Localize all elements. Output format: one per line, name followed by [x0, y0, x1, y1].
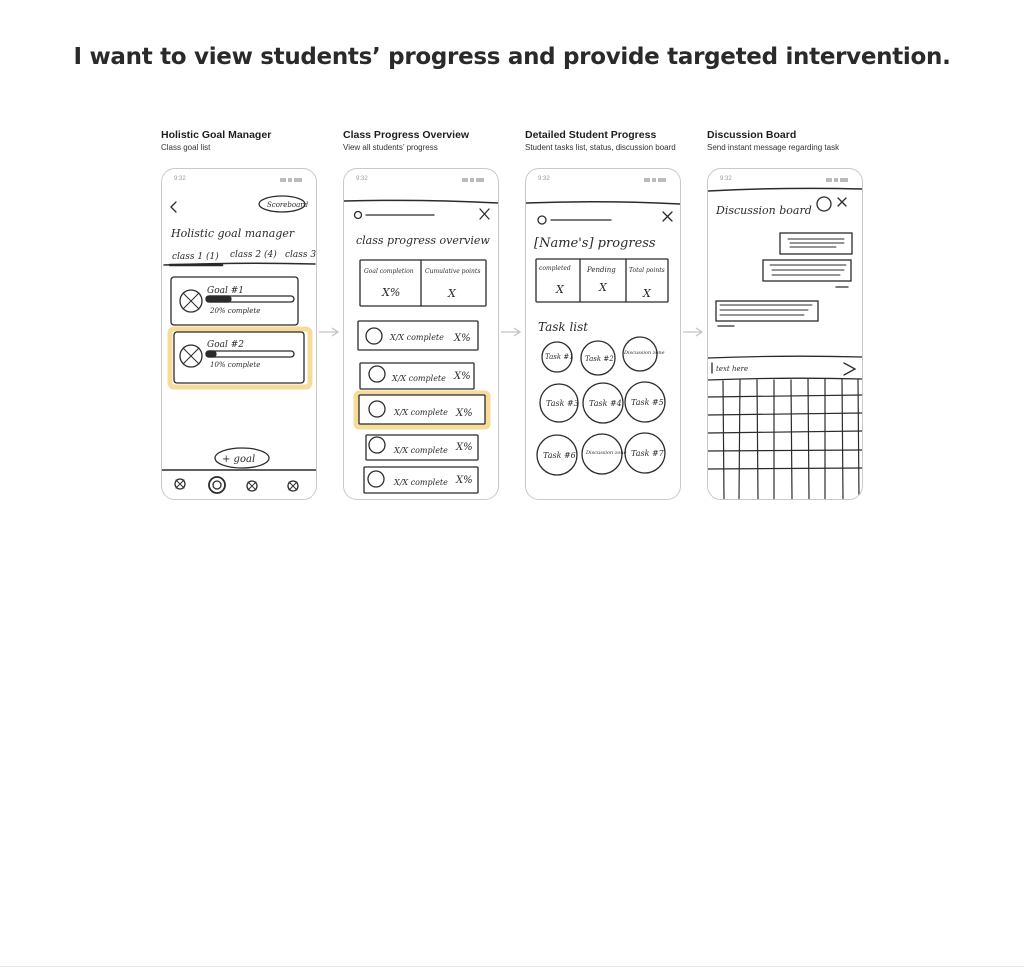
message-input[interactable]: text here	[716, 365, 749, 373]
page-bottom-divider	[0, 966, 1024, 967]
header-divider	[708, 188, 862, 191]
step-subtitle: Class goal list	[161, 143, 211, 152]
stats-box	[360, 260, 486, 306]
row-pct: X%	[456, 408, 473, 419]
task-label[interactable]: Discussion zone	[586, 450, 627, 456]
status-time: 9:32	[174, 176, 186, 182]
progress-bar	[206, 351, 294, 357]
phone-detailed-student-progress	[525, 168, 681, 500]
goal-status: 10% complete	[210, 361, 261, 369]
goal-status: 20% complete	[210, 307, 261, 315]
row-status[interactable]: X/X complete	[390, 333, 444, 342]
task-label[interactable]: Task #5	[631, 398, 664, 407]
stat-total-points-value: X	[643, 287, 651, 300]
step-detailed-student-progress	[525, 128, 707, 154]
step-subtitle: Student tasks list, status, discussion board	[525, 143, 676, 152]
nav-icon-2-active	[209, 477, 225, 493]
flow-arrow-icon	[500, 326, 522, 338]
task-label[interactable]: Task #1	[545, 353, 574, 361]
task-label[interactable]: Task #3	[546, 399, 579, 408]
scoreboard-label[interactable]: Scoreboard	[267, 201, 309, 209]
goal-card	[171, 277, 298, 325]
avatar-icon	[817, 197, 831, 211]
stat-cumulative-points-value: X	[448, 287, 456, 300]
step-subtitle: View all students’ progress	[343, 143, 438, 152]
step-discussion-board	[707, 128, 889, 154]
screen-title: Holistic goal manager	[171, 227, 295, 240]
send-icon	[844, 363, 855, 375]
screen-title: [Name's] progress	[534, 236, 656, 251]
step-title: Detailed Student Progress	[525, 129, 657, 141]
tab-class-1[interactable]: class 1 (1)	[172, 252, 219, 262]
row-pct: X%	[456, 475, 473, 486]
row-pct: X%	[454, 371, 471, 382]
input-top-border	[708, 356, 862, 358]
step-title: Discussion Board	[707, 129, 797, 141]
add-goal-label[interactable]: + goal	[222, 454, 256, 465]
phone-holistic-goal-manager	[161, 168, 317, 500]
message-bubble-sent	[716, 301, 818, 321]
goal-card-highlight	[170, 329, 310, 387]
step-title: Class Progress Overview	[343, 129, 470, 141]
back-arrow-icon	[171, 202, 176, 212]
tab-class-3[interactable]: class 3	[285, 250, 316, 260]
task-label[interactable]: Task #6	[543, 451, 576, 460]
status-time: 9:32	[356, 176, 368, 182]
goal-name: Goal #2	[207, 340, 244, 350]
close-icon	[838, 198, 846, 206]
task-label[interactable]: Task #7	[631, 449, 664, 458]
menu-icon	[355, 212, 362, 219]
header-divider	[526, 202, 680, 204]
stat-pending-value: X	[599, 281, 607, 294]
stat-goal-completion-value: X%	[382, 286, 401, 299]
close-icon	[663, 212, 672, 221]
step-title: Holistic Goal Manager	[161, 129, 272, 141]
screen-title: Discussion board	[716, 204, 812, 217]
task-label[interactable]: Task #2	[585, 355, 614, 363]
stat-total-points-label: Total points	[629, 267, 665, 274]
keyboard	[708, 379, 862, 499]
row-status[interactable]: X/X complete	[394, 446, 448, 455]
stat-goal-completion-label: Goal completion	[364, 268, 414, 275]
row-status[interactable]: X/X complete	[394, 408, 448, 417]
row-status[interactable]: X/X complete	[392, 374, 446, 383]
step-holistic-goal-manager	[161, 128, 343, 154]
row-pct: X%	[454, 333, 471, 344]
task-label[interactable]: Task #4	[589, 399, 622, 408]
phone-class-progress-overview	[343, 168, 499, 500]
message-bubble-received	[780, 233, 852, 254]
header-divider	[344, 200, 498, 203]
step-class-progress-overview	[343, 128, 525, 154]
task-label[interactable]: Discussion zone	[624, 350, 665, 356]
step-subtitle: Send instant message regarding task	[707, 143, 840, 152]
goal-name: Goal #1	[207, 286, 244, 296]
tab-class-2[interactable]: class 2 (4)	[230, 250, 277, 260]
row-pct: X%	[456, 442, 473, 453]
phone-discussion-board	[707, 168, 863, 500]
page-headline: I want to view students’ progress and provide targeted intervention.	[73, 44, 951, 70]
status-time: 9:32	[720, 176, 732, 182]
flow-arrow-icon	[682, 326, 704, 338]
stat-completed-label: completed	[539, 265, 571, 272]
input-bottom-border	[708, 378, 862, 380]
menu-icon	[538, 216, 546, 224]
close-icon	[480, 209, 489, 219]
task-list-title: Task list	[538, 320, 589, 334]
stat-cumulative-points-label: Cumulative points	[425, 268, 481, 275]
row-status[interactable]: X/X complete	[394, 478, 448, 487]
stat-pending-label: Pending	[587, 266, 616, 274]
stat-completed-value: X	[556, 283, 564, 296]
flow-arrow-icon	[318, 326, 340, 338]
status-time: 9:32	[538, 176, 550, 182]
message-bubble-received	[763, 260, 851, 281]
screen-title: class progress overview	[356, 234, 490, 247]
